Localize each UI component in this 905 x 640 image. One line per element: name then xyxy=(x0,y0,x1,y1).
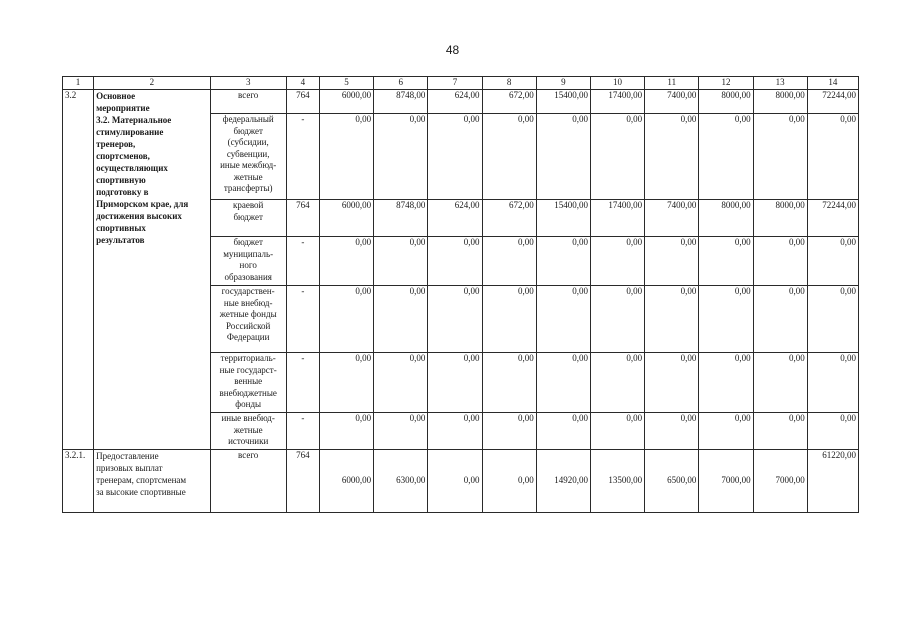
source-line: жетные xyxy=(233,424,263,435)
gr-code: - xyxy=(286,353,319,413)
value-cell: 0,00 xyxy=(699,237,753,286)
value-cell: 0,00 xyxy=(590,286,644,353)
value-cell: 0,00 xyxy=(753,114,807,200)
gr-code: - xyxy=(286,413,319,450)
title-line: спортсменов, xyxy=(96,151,150,161)
gr-code: - xyxy=(286,114,319,200)
column-header: 6 xyxy=(374,77,428,90)
source-line: федеральный xyxy=(222,114,274,124)
column-header: 2 xyxy=(94,77,210,90)
value-cell: 0,00 xyxy=(699,353,753,413)
column-header: 12 xyxy=(699,77,753,90)
value-cell: 0,00 xyxy=(536,413,590,450)
total-cell: 72244,00 xyxy=(807,200,858,237)
funding-source xyxy=(210,353,286,413)
column-header: 7 xyxy=(428,77,482,90)
value-cell: 672,00 xyxy=(482,90,536,114)
row-title xyxy=(94,450,210,513)
source-line: Российской xyxy=(226,320,271,331)
value-cell: 0,00 xyxy=(482,237,536,286)
value-cell: 0,00 xyxy=(645,114,699,200)
value-cell: 8000,00 xyxy=(753,90,807,114)
source-line: территориаль- xyxy=(220,353,276,363)
funding-source xyxy=(210,200,286,237)
value-cell: 0,00 xyxy=(753,353,807,413)
value-cell: 0,00 xyxy=(319,114,373,200)
source-line: краевой xyxy=(233,200,264,210)
value-cell: 0,00 xyxy=(319,413,373,450)
funding-source xyxy=(210,237,286,286)
title-line: за высокие спортивные xyxy=(96,487,186,497)
value-cell: 0,00 xyxy=(319,353,373,413)
source-line: жетные фонды xyxy=(219,309,277,319)
source-line: ные внебюд- xyxy=(223,297,273,308)
source-line: иные межбюд- xyxy=(220,160,277,170)
source-line: всего xyxy=(238,90,259,100)
value-cell: 7000,00 xyxy=(753,450,807,513)
value-cell: 0,00 xyxy=(482,114,536,200)
title-line: подготовку в xyxy=(96,187,149,197)
total-cell: 0,00 xyxy=(807,413,858,450)
column-header: 9 xyxy=(536,77,590,90)
source-line: муниципаль- xyxy=(223,248,274,259)
column-header: 3 xyxy=(210,77,286,90)
gr-code: 764 xyxy=(286,450,319,513)
value-cell: 6000,00 xyxy=(319,450,373,513)
value-cell: 15400,00 xyxy=(536,90,590,114)
source-line: субвенции, xyxy=(226,148,270,159)
value-cell: 8748,00 xyxy=(374,200,428,237)
value-cell: 0,00 xyxy=(590,353,644,413)
title-line: 3.2. Материальное xyxy=(96,115,172,125)
gr-code: - xyxy=(286,286,319,353)
column-header: 5 xyxy=(319,77,373,90)
value-cell: 0,00 xyxy=(699,413,753,450)
title-line: спортивную xyxy=(96,175,146,185)
title-line: осуществляющих xyxy=(96,163,168,173)
value-cell: 0,00 xyxy=(645,413,699,450)
value-cell: 0,00 xyxy=(590,114,644,200)
column-header: 8 xyxy=(482,77,536,90)
value-cell: 7400,00 xyxy=(645,90,699,114)
value-cell: 0,00 xyxy=(482,353,536,413)
value-cell: 8000,00 xyxy=(753,200,807,237)
budget-table xyxy=(62,76,859,513)
value-cell: 0,00 xyxy=(590,413,644,450)
funding-source xyxy=(210,90,286,114)
value-cell: 17400,00 xyxy=(590,90,644,114)
source-line: Федерации xyxy=(226,332,270,342)
value-cell: 6500,00 xyxy=(645,450,699,513)
title-line: достижения высоких xyxy=(96,211,182,221)
value-cell: 0,00 xyxy=(699,114,753,200)
value-cell: 17400,00 xyxy=(590,200,644,237)
total-cell: 0,00 xyxy=(807,286,858,353)
source-line: жетные xyxy=(233,171,263,182)
total-cell: 0,00 xyxy=(807,237,858,286)
value-cell: 8748,00 xyxy=(374,90,428,114)
value-cell: 0,00 xyxy=(482,413,536,450)
value-cell: 14920,00 xyxy=(536,450,590,513)
value-cell: 0,00 xyxy=(319,237,373,286)
source-line: венные xyxy=(234,376,263,386)
column-header: 4 xyxy=(286,77,319,90)
source-line: бюджет xyxy=(233,211,263,222)
value-cell: 0,00 xyxy=(374,353,428,413)
value-cell: 0,00 xyxy=(645,237,699,286)
source-line: бюджет xyxy=(233,237,263,247)
gr-code: 764 xyxy=(286,90,319,114)
source-line: государствен- xyxy=(221,286,275,296)
source-line: (субсидии, xyxy=(227,137,269,147)
value-cell: 0,00 xyxy=(645,286,699,353)
value-cell: 672,00 xyxy=(482,200,536,237)
title-line: тренеров, xyxy=(96,139,136,149)
value-cell: 0,00 xyxy=(590,237,644,286)
value-cell: 0,00 xyxy=(536,237,590,286)
row-title xyxy=(94,90,210,450)
title-line: результатов xyxy=(96,235,145,245)
value-cell: 0,00 xyxy=(428,286,482,353)
value-cell: 0,00 xyxy=(428,114,482,200)
row-code: 3.2 xyxy=(63,90,94,450)
title-line: тренерам, спортсменам xyxy=(96,475,187,485)
value-cell: 0,00 xyxy=(753,237,807,286)
value-cell: 7400,00 xyxy=(645,200,699,237)
source-line: фонды xyxy=(235,399,262,409)
value-cell: 0,00 xyxy=(536,286,590,353)
source-line: всего xyxy=(238,450,259,460)
title-line: Основное xyxy=(96,91,136,101)
value-cell: 0,00 xyxy=(753,286,807,353)
value-cell: 15400,00 xyxy=(536,200,590,237)
value-cell: 0,00 xyxy=(699,286,753,353)
value-cell: 8000,00 xyxy=(699,90,753,114)
funding-source xyxy=(210,114,286,200)
value-cell: 0,00 xyxy=(428,353,482,413)
value-cell: 0,00 xyxy=(753,413,807,450)
value-cell: 0,00 xyxy=(428,450,482,513)
value-cell: 0,00 xyxy=(374,413,428,450)
total-cell: 72244,00 xyxy=(807,90,858,114)
value-cell: 6300,00 xyxy=(374,450,428,513)
source-line: бюджет xyxy=(233,125,263,136)
value-cell: 0,00 xyxy=(428,413,482,450)
title-line: мероприятие xyxy=(96,103,150,113)
value-cell: 13500,00 xyxy=(590,450,644,513)
header-row xyxy=(63,77,859,90)
value-cell: 624,00 xyxy=(428,90,482,114)
value-cell: 0,00 xyxy=(482,450,536,513)
table-row xyxy=(63,450,859,513)
value-cell: 0,00 xyxy=(536,114,590,200)
value-cell: 0,00 xyxy=(428,237,482,286)
value-cell: 8000,00 xyxy=(699,200,753,237)
title-line: стимулирование xyxy=(96,127,164,137)
total-cell: 0,00 xyxy=(807,353,858,413)
value-cell: 6000,00 xyxy=(319,200,373,237)
title-line: Предоставление xyxy=(96,451,159,461)
gr-code: 764 xyxy=(286,200,319,237)
total-cell: 61220,00 xyxy=(807,450,858,513)
column-header: 1 xyxy=(63,77,94,90)
table-body xyxy=(63,77,859,513)
value-cell: 7000,00 xyxy=(699,450,753,513)
source-line: внебюджетные xyxy=(219,387,277,398)
source-line: трансферты) xyxy=(223,183,273,193)
source-line: ные государст- xyxy=(219,364,277,375)
value-cell: 6000,00 xyxy=(319,90,373,114)
value-cell: 0,00 xyxy=(536,353,590,413)
source-line: ного xyxy=(239,260,257,270)
table-row xyxy=(63,90,859,114)
row-code: 3.2.1. xyxy=(63,450,94,513)
value-cell: 0,00 xyxy=(482,286,536,353)
source-line: источники xyxy=(228,436,269,446)
page-number: 48 xyxy=(445,43,460,57)
title-line: Приморском крае, для xyxy=(96,199,189,209)
value-cell: 0,00 xyxy=(374,114,428,200)
value-cell: 0,00 xyxy=(374,237,428,286)
funding-source xyxy=(210,286,286,353)
column-header: 10 xyxy=(590,77,644,90)
funding-source xyxy=(210,413,286,450)
value-cell: 624,00 xyxy=(428,200,482,237)
title-line: спортивных xyxy=(96,223,146,233)
value-cell: 0,00 xyxy=(645,353,699,413)
value-cell: 0,00 xyxy=(319,286,373,353)
funding-source xyxy=(210,450,286,513)
column-header: 11 xyxy=(645,77,699,90)
source-line: иные внебюд- xyxy=(221,413,275,423)
total-cell: 0,00 xyxy=(807,114,858,200)
title-line: призовых выплат xyxy=(96,463,163,473)
source-line: образования xyxy=(224,271,272,282)
column-header: 14 xyxy=(807,77,858,90)
gr-code: - xyxy=(286,237,319,286)
value-cell: 0,00 xyxy=(374,286,428,353)
column-header: 13 xyxy=(753,77,807,90)
